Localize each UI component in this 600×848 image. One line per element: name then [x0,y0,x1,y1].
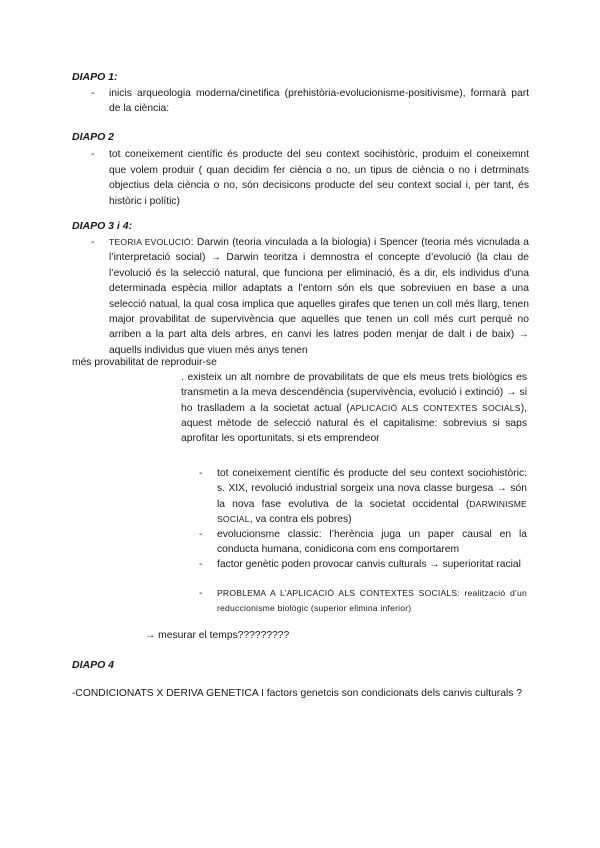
list-item [91,86,529,116]
section-heading: DIAPO 1: [72,71,118,83]
label-teoria: TEORIA EVOLUCIÓ [109,237,191,247]
bullet-dash: - [91,88,95,99]
section-heading: DIAPO 2 [72,131,115,143]
list-item-text: tot coneixement científic és producte del seu context sociohistòric: s. XIX, revolució industrial sorgeix una nova classe burgesa → són la nova fase evolutiva de la societat occidental (DARWINISME SOCIAL, va contra els pobres) [217,468,527,525]
label-darwinisme: DARWINISME SOCIAL [217,498,527,524]
bullet-dash: - [91,149,95,160]
paragraph: -CONDICIONATS X DERIVA GENETICA I factors genetcis son condicionats dels canvis culturals ? [72,688,522,699]
label-aplicacio: APLICACIÓ ALS CONTEXTES SOCIALS [349,402,521,413]
list-item-text-cont: més provabilitat de reproduir-se [72,357,217,368]
bullet-dash: - [199,588,203,599]
list-item-text: TEORIA EVOLUCIÓ: Darwin (teoria vinculada a la biologia) i Spencer (teoria més vicnulada a l’interpretació social) → Darwin teoritza i demnostra el concepte d’evolució (la clau de l’evolució és la selecció natural, que funciona per eliminació, és a dir, els individus d’una determinada espècia millor adaptats a l’entorn són els que sobreviuen en base a una selecció natual, la qual cosa implica que aquelles girafes que tenen un coll més llarg, tenen major provabilitat de supervivència que aquelles que tenen un coll més curt perquè no arriben a la part alta dels arbres, en canvi les latres poden menjar de dalt i de baix) → aquells individus que viuen més anys tenen [109,237,529,356]
list-item-text: evolucionsme classic: l’herència juga un paper causal en la conducta humana, conidicona com ens comportarem [217,529,527,556]
note-line: → mesurar el temps????????? [145,630,290,641]
bullet-dash: - [199,559,203,570]
indented-paragraph: . existeix un alt nombre de provabilitats de que els meus trets biològics es transmetin a la meva descendència (supervivència, evolució i extinció) → si ho traslladem a la societat actual (APLICACIÓ ALS CONTEXTES SOCIALS), aquest mètode de selecció natural és el capitalisme: sobrevius si saps aprofitar les oportunitats, si ets emprendeor [181,372,528,445]
list-item-text: inicis arqueologia moderna/cinetifica (prehistòria-evolucionisme-positivisme), formarà part de la ciència: [109,88,529,114]
list-item-text: factor genètic poden provocar canvis culturals → superioritat racial [217,559,521,570]
list-item [91,147,529,209]
bullet-dash: - [91,237,95,248]
bullet-dash: - [199,468,203,479]
bullet-dash: - [199,529,203,540]
section-heading: DIAPO 4 [72,659,115,671]
list-item [91,235,529,358]
list-item-text: PROBLEMA A L’APLICACIÓ ALS CONTEXTES SOCIALS: realització d’un reduccionisme biològic (superior elimina inferior) [217,588,527,613]
section-heading: DIAPO 3 i 4: [72,220,133,232]
list-item [199,527,527,558]
list-item [199,466,527,527]
list-item [199,586,527,615]
list-item-text: tot coneixement científic és producte del seu context socihistòric, produim el coneixemnt que volem produir ( quan decidim fer ciència o no, un tipus de ciència o no i detrminats objectius dela ciència o no, són decisicons producte del seu context social i, per tant, és històric i polític) [109,149,529,207]
list-item [199,557,527,572]
